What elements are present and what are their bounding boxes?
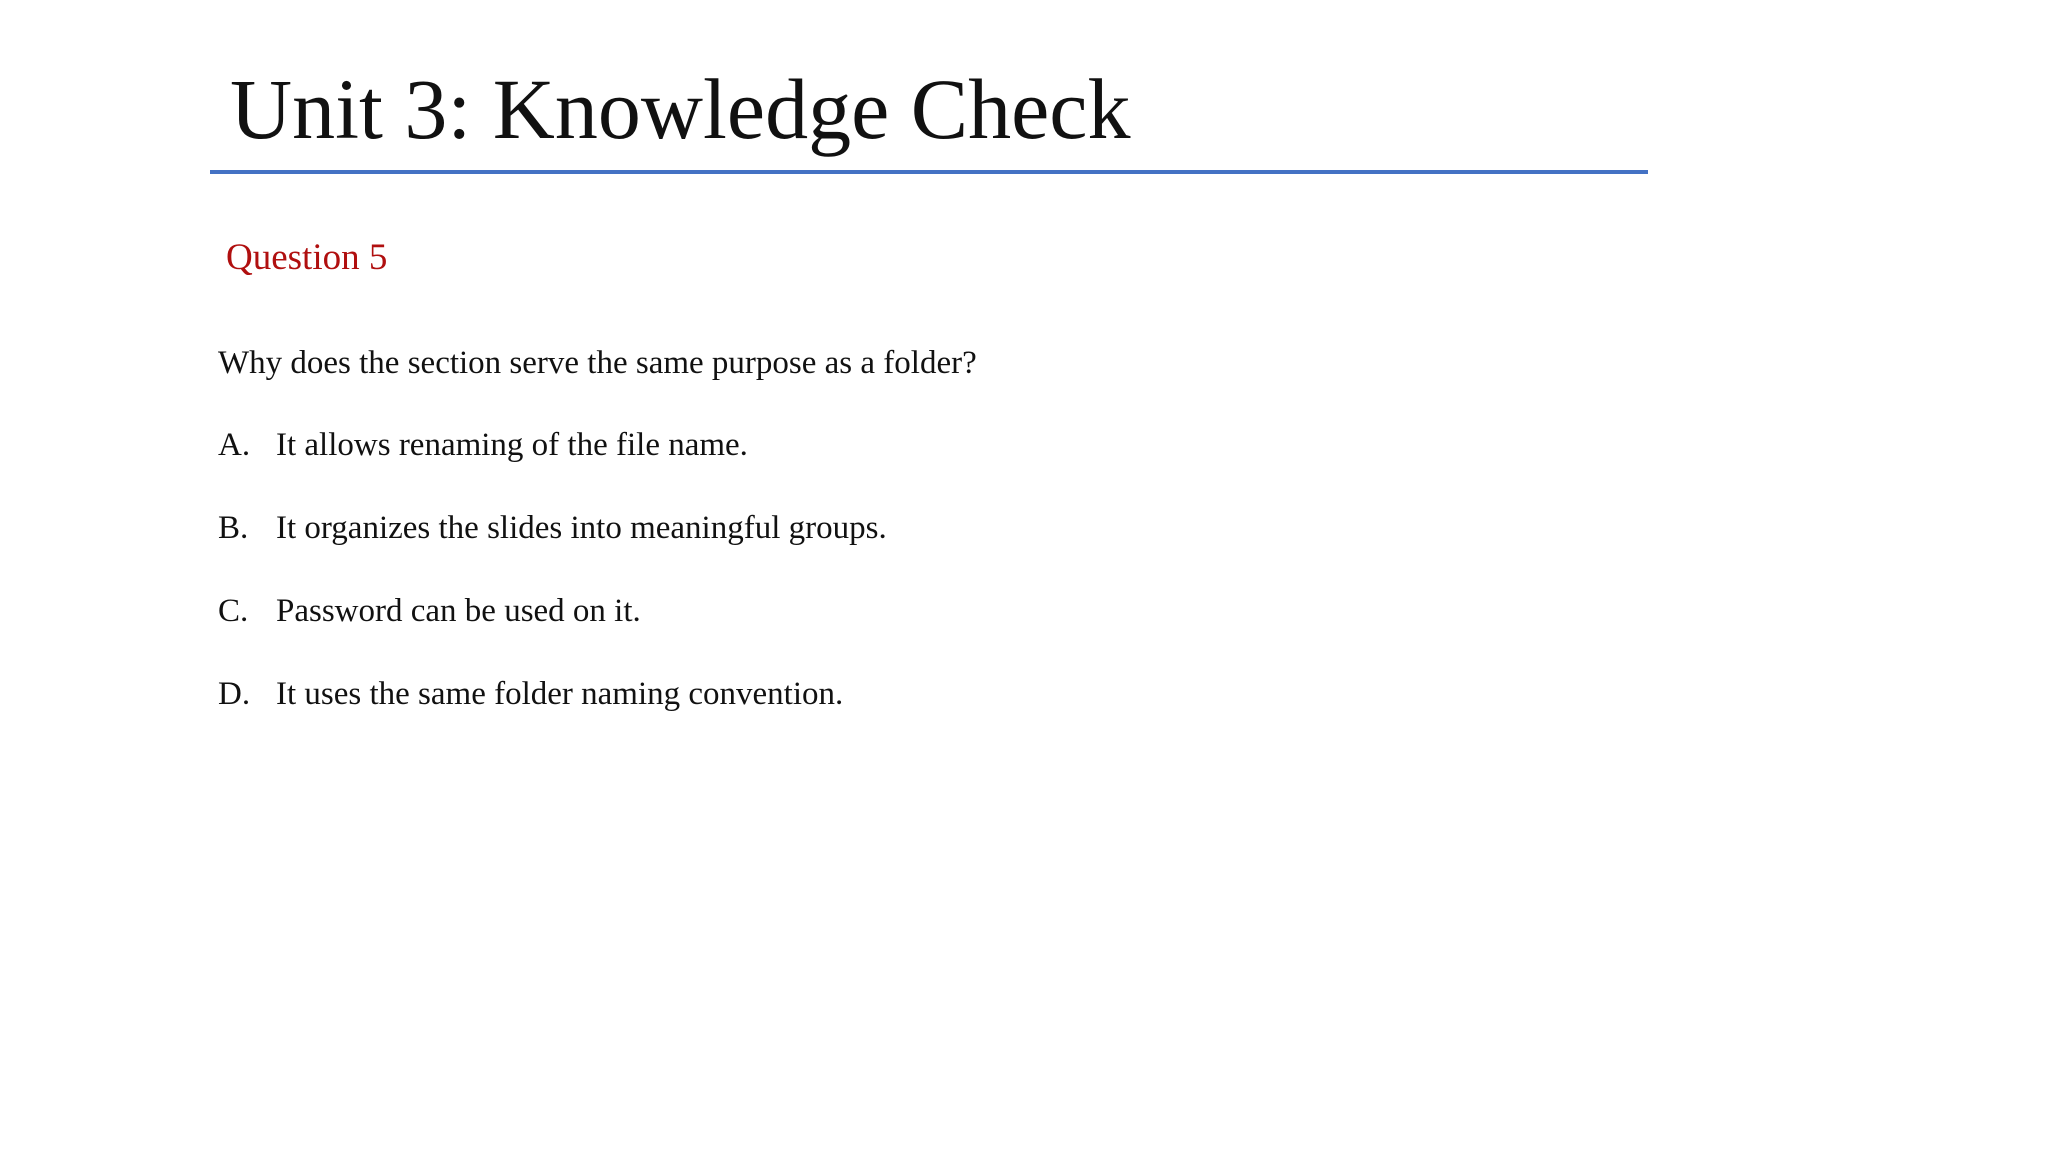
option-letter: C. [218,593,249,629]
answer-options-list [218,426,887,758]
answer-option-c [218,592,887,675]
answer-option-b [218,509,887,592]
question-number: Question 5 [226,237,388,278]
title-underline [210,170,1648,174]
option-text: It uses the same folder naming convention. [276,676,844,712]
option-text: It allows renaming of the file name. [276,427,748,463]
option-text: Password can be used on it. [276,593,641,629]
question-text: Why does the section serve the same purpose as a folder? [218,345,977,381]
option-letter: D. [218,676,251,712]
option-letter: B. [218,510,249,546]
answer-option-a [218,426,887,509]
option-text: It organizes the slides into meaningful groups. [276,510,887,546]
answer-option-d [218,675,887,758]
slide-title: Unit 3: Knowledge Check [230,61,1131,157]
option-letter: A. [218,427,251,463]
